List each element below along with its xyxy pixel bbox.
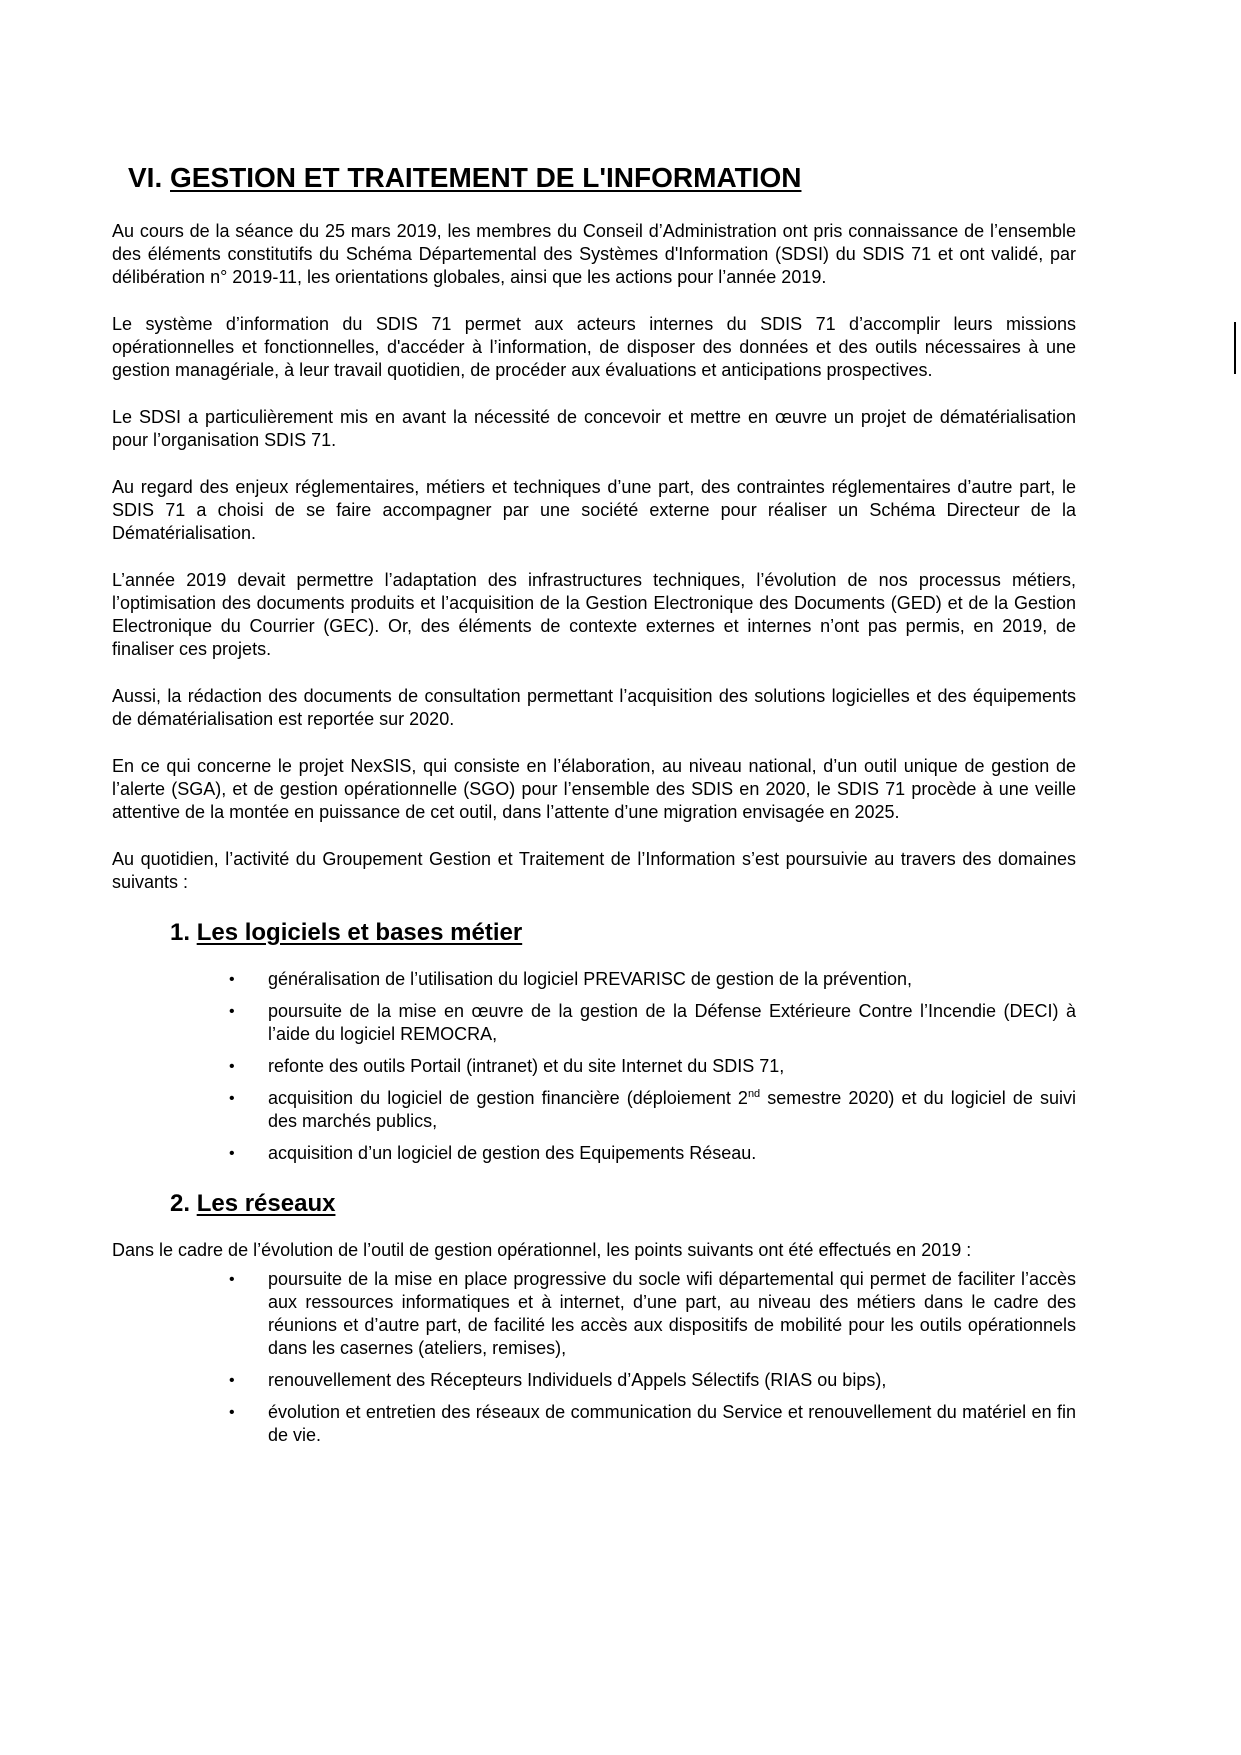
list-item	[112, 1142, 1076, 1165]
section-heading-text: Les logiciels et bases métier	[196, 919, 523, 946]
document-body	[112, 220, 1076, 1471]
list-item	[112, 1401, 1076, 1447]
page-title	[128, 162, 801, 194]
ordinal-superscript: nd	[747, 1088, 761, 1100]
list-item-text: acquisition d’un logiciel de gestion des Equipements Réseau.	[268, 1143, 757, 1163]
list-item-text: renouvellement des Récepteurs Individuels d’Appels Sélectifs (RIAS ou bips),	[268, 1370, 887, 1390]
reseaux-intro: Dans le cadre de l’évolution de l’outil de gestion opérationnel, les points suivants ont été effectués en 2019 :	[112, 1240, 972, 1260]
paragraph-7: En ce qui concerne le projet NexSIS, qui consiste en l’élaboration, au niveau national, d’un outil unique de gestion de l’alerte (SGA), et de gestion opérationnelle (SGO) pour l’ensemble des SDIS en 2020, le SDIS 71 procède à une veille attentive de la montée en puissance de cet outil, dans l’attente d’une migration envisagée en 2025.	[112, 756, 1076, 822]
logiciels-list	[112, 968, 1076, 1165]
bullet-icon: •	[229, 971, 235, 988]
bullet-icon: •	[229, 1145, 235, 1162]
list-item-text-before: acquisition du logiciel de gestion financière (déploiement 2	[268, 1088, 748, 1108]
paragraph-2: Le système d’information du SDIS 71 permet aux acteurs internes du SDIS 71 d’accomplir leurs missions opérationnelles et fonctionnelles, d'accéder à l’information, de disposer des données et des outils nécessaires à une gestion managériale, à leur travail quotidien, de procéder aux évaluations et anticipations prospectives.	[112, 314, 1076, 380]
bullet-icon: •	[229, 1090, 235, 1107]
section-heading-logiciels	[170, 918, 1076, 948]
list-item	[112, 1268, 1076, 1360]
section-number: 2.	[170, 1190, 197, 1217]
list-item	[112, 1000, 1076, 1046]
bullet-icon: •	[229, 1003, 235, 1020]
bullet-icon: •	[229, 1271, 235, 1288]
list-item-text-after: semestre 2020) et du logiciel de suivi des marchés publics,	[268, 1088, 1076, 1131]
paragraph-3: Le SDSI a particulièrement mis en avant la nécessité de concevoir et mettre en œuvre un projet de dématérialisation pour l’organisation SDIS 71.	[112, 407, 1076, 450]
title-text: GESTION ET TRAITEMENT DE L'INFORMATION	[170, 162, 802, 193]
reseaux-list	[112, 1268, 1076, 1447]
margin-change-bar	[1234, 322, 1236, 374]
section-heading-text: Les réseaux	[196, 1190, 336, 1217]
bullet-icon: •	[229, 1404, 235, 1421]
list-item	[112, 1055, 1076, 1078]
section-number: 1.	[170, 919, 197, 946]
list-item-text: refonte des outils Portail (intranet) et du site Internet du SDIS 71,	[268, 1056, 785, 1076]
list-item	[112, 968, 1076, 991]
bullet-icon: •	[229, 1372, 235, 1389]
bullet-icon: •	[229, 1058, 235, 1075]
list-item	[112, 1369, 1076, 1392]
paragraph-4: Au regard des enjeux réglementaires, métiers et techniques d’une part, des contraintes réglementaires d’autre part, le SDIS 71 a choisi de se faire accompagner par une société externe pour réaliser un Schéma Directeur de la Dématérialisation.	[112, 477, 1076, 543]
paragraph-1: Au cours de la séance du 25 mars 2019, les membres du Conseil d’Administration ont pris connaissance de l’ensemble des éléments constitutifs du Schéma Départemental des Systèmes d'Information (SDSI) du SDIS 71 et ont validé, par délibération n° 2019-11, les orientations globales, ainsi que les actions pour l’année 2019.	[112, 221, 1076, 287]
list-item-text: poursuite de la mise en œuvre de la gestion de la Défense Extérieure Contre l’Incendie (DECI) à l’aide du logiciel REMOCRA,	[268, 1001, 1076, 1044]
paragraph-6: Aussi, la rédaction des documents de consultation permettant l’acquisition des solutions logicielles et des équipements de dématérialisation est reportée sur 2020.	[112, 686, 1076, 729]
title-number: VI.	[128, 162, 171, 193]
list-item-text: poursuite de la mise en place progressive du socle wifi départemental qui permet de faciliter l’accès aux ressources informatiques et à internet, d’une part, au niveau des métiers dans le cadre des réunions et d’autre part, de facilité les accès aux dispositifs de mobilité pour les outils opérationnels dans les casernes (ateliers, remises),	[268, 1269, 1076, 1358]
section-heading-reseaux	[170, 1189, 1076, 1219]
list-item	[112, 1087, 1076, 1133]
paragraph-8: Au quotidien, l’activité du Groupement Gestion et Traitement de l’Information s’est poursuivie au travers des domaines suivants :	[112, 849, 1076, 892]
paragraph-5: L’année 2019 devait permettre l’adaptation des infrastructures techniques, l’évolution de nos processus métiers, l’optimisation des documents produits et l’acquisition de la Gestion Electronique des Documents (GED) et de la Gestion Electronique du Courrier (GEC). Or, des éléments de contexte externes et internes n’ont pas permis, en 2019, de finaliser ces projets.	[112, 570, 1076, 659]
list-item-text: généralisation de l’utilisation du logiciel PREVARISC de gestion de la prévention,	[268, 969, 913, 989]
list-item-text: évolution et entretien des réseaux de communication du Service et renouvellement du matériel en fin de vie.	[268, 1402, 1076, 1445]
